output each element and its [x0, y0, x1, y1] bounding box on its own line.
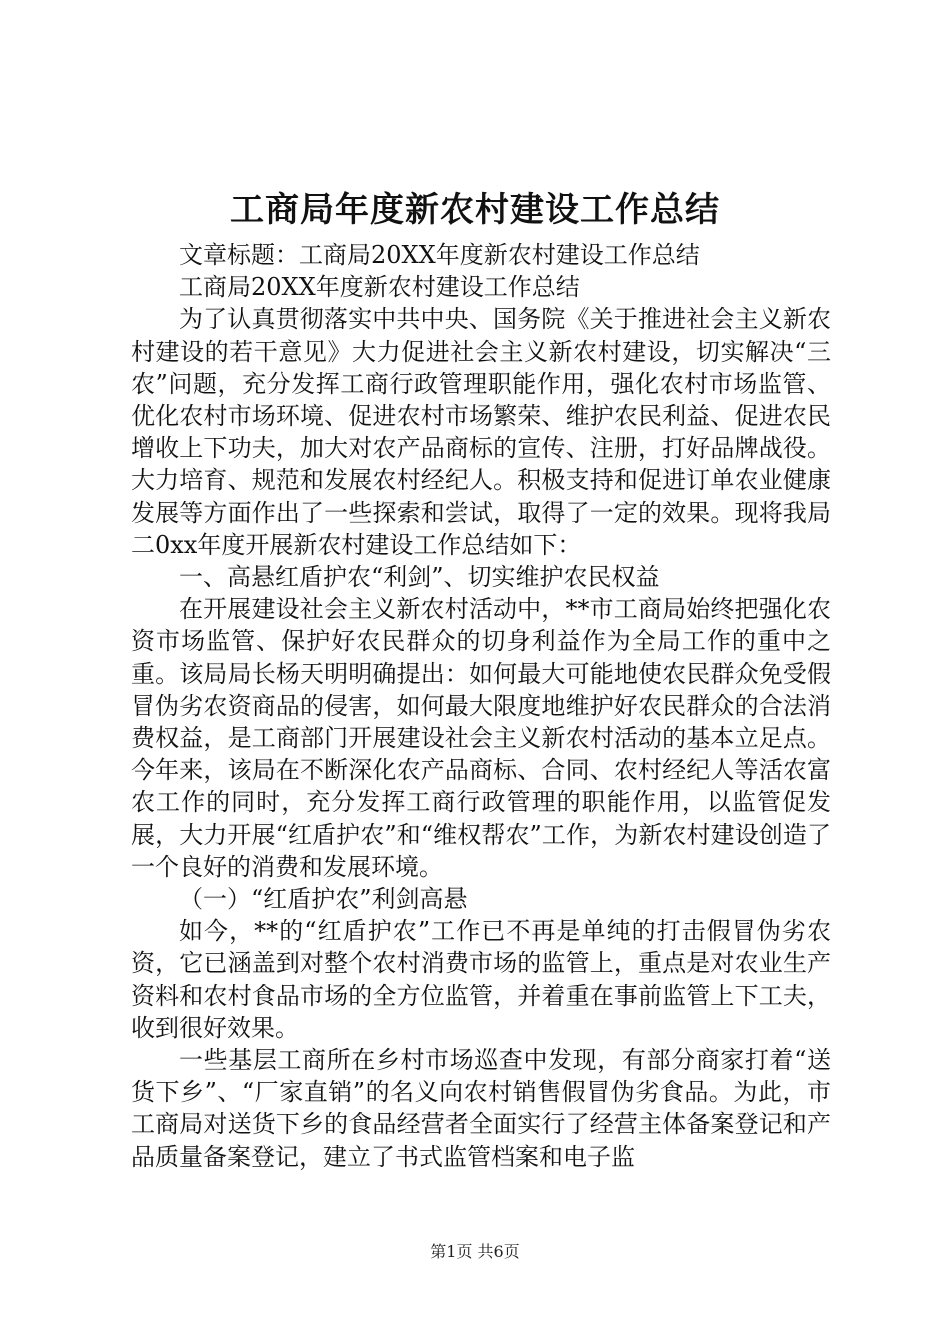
section-heading-1: 一、高悬红盾护农“利剑”、切实维护农民权益	[179, 563, 660, 592]
article-title-line: 文章标题：工商局20XX年度新农村建设工作总结	[179, 241, 700, 269]
subtitle-line: 工商局20XX年度新农村建设工作总结	[179, 273, 580, 302]
document-body	[131, 239, 831, 1173]
intro-paragraph: 为了认真贯彻落实中共中央、国务院《关于推进社会主义新农村建设的若干意见》大力促进社会主义新农村建设，切实解决“三农”问题，充分发挥工商行政管理职能作用，强化农村市场监管、优化农村市场环境、促进农村市场繁荣、维护农民利益、促进农民增收上下功夫，加大对农产品商标的宣传、注册，打好品牌战役。大力培育、规范和发展农村经纪人。积极支持和促进订单农业健康发展等方面作出了一些探索和尝试，取得了一定的效果。现将我局二0xx年度开展新农村建设工作总结如下：	[131, 305, 831, 559]
subsection-1-paragraph-1: 如今，**的“红盾护农”工作已不再是单纯的打击假冒伪劣农资，它已涵盖到对整个农村消费市场的监管上，重点是对农业生产资料和农村食品市场的全方位监管，并着重在事前监管上下工夫，收到很好效果。	[131, 917, 831, 1042]
subsection-1-paragraph-2: 一些基层工商所在乡村市场巡查中发现，有部分商家打着“送货下乡”、“厂家直销”的名义向农村销售假冒伪劣食品。为此，市工商局对送货下乡的食品经营者全面实行了经营主体备案登记和产品质量备案登记，建立了书式监管档案和电子监	[131, 1046, 831, 1171]
document-title: 工商局年度新农村建设工作总结	[230, 190, 720, 230]
page-footer: 第1页 共6页	[430, 1242, 520, 1261]
section-1-paragraph: 在开展建设社会主义新农村活动中，**市工商局始终把强化农资市场监管、保护好农民群众的切身利益作为全局工作的重中之重。该局局长杨天明明确提出：如何最大可能地使农民群众免受假冒伪劣农资商品的侵害，如何最大限度地维护好农民群众的合法消费权益，是工商部门开展建设社会主义新农村活动的基本立足点。今年来，该局在不断深化农产品商标、合同、农村经纪人等活农富农工作的同时，充分发挥工商行政管理的职能作用，以监管促发展，大力开展“红盾护农”和“维权帮农”工作，为新农村建设创造了一个良好的消费和发展环境。	[131, 595, 831, 881]
subsection-heading-1: （一）“红盾护农”利剑高悬	[179, 885, 468, 914]
